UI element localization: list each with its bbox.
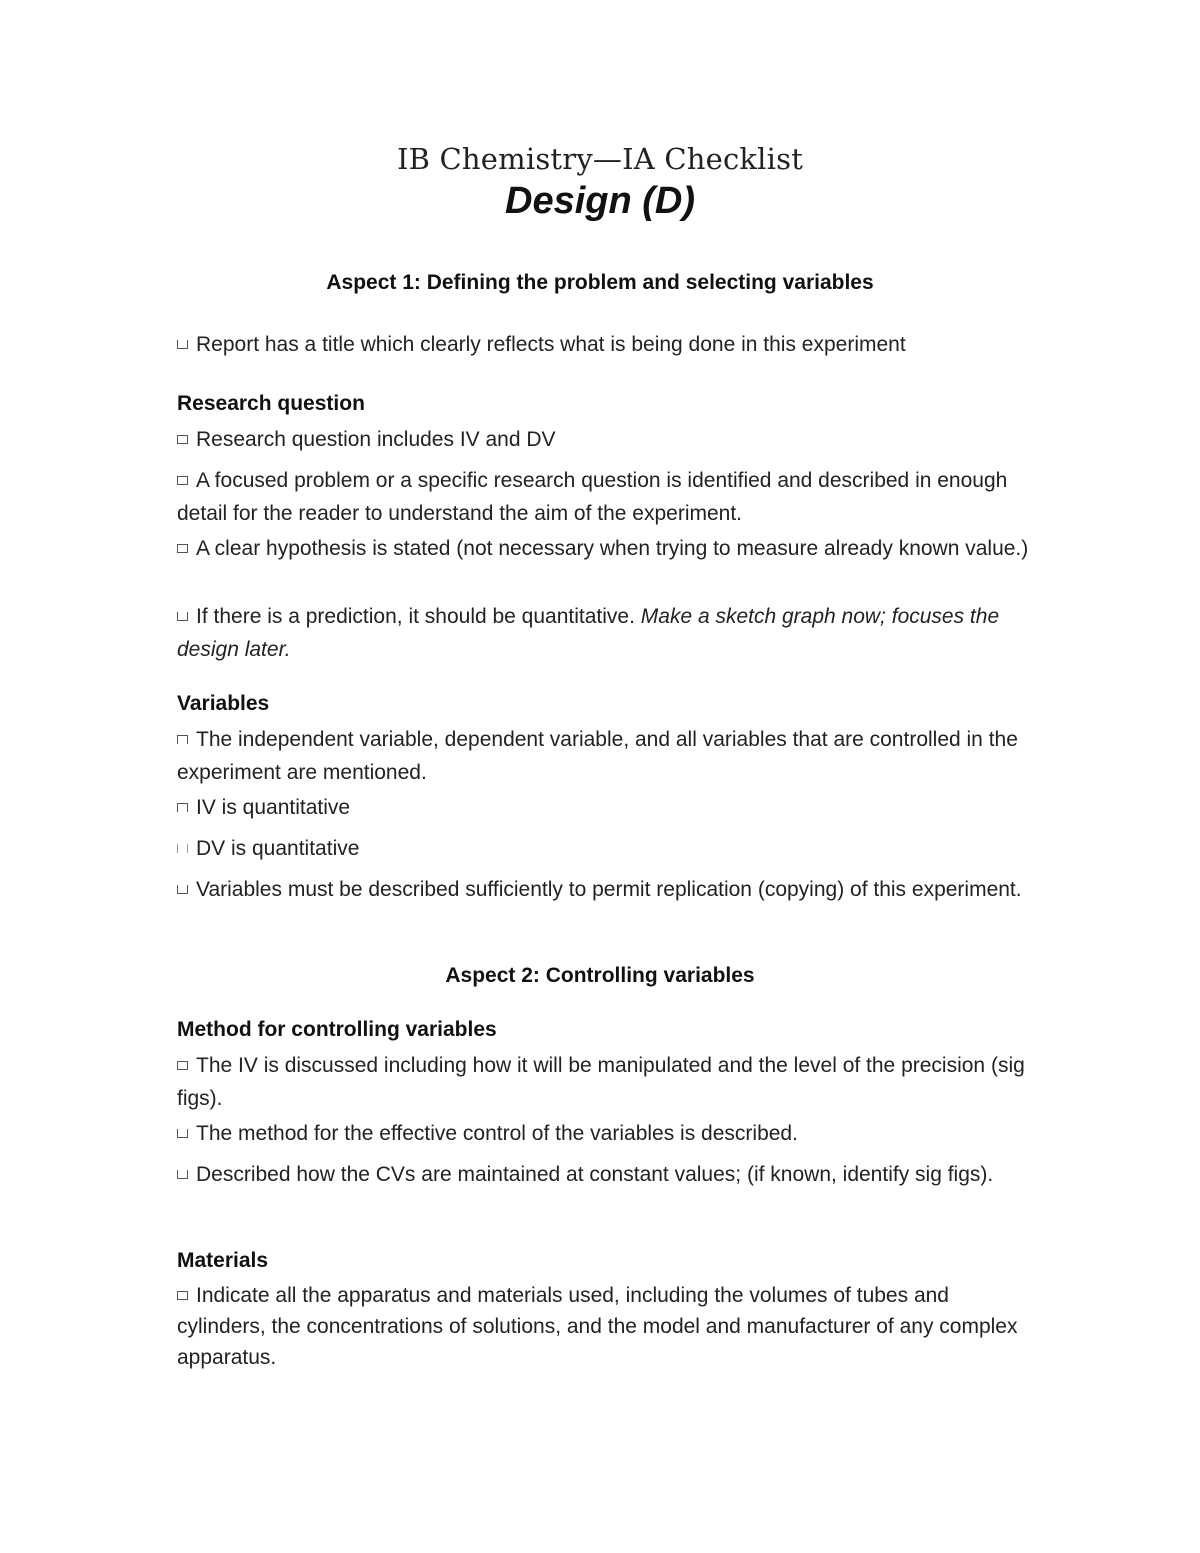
checklist-item-text: The method for the effective control of the variables is described. [196, 1122, 798, 1145]
checkbox-icon[interactable] [177, 1129, 188, 1138]
document-title: IB Chemistry—IA Checklist [396, 142, 804, 176]
checkbox-icon[interactable] [177, 1170, 188, 1179]
checkbox-icon[interactable] [177, 844, 188, 853]
checklist-item-text: Described how the CVs are maintained at constant values; (if known, identify sig figs). [196, 1163, 994, 1186]
checklist-item-text: The IV is discussed including how it will be manipulated and the level of the precision (sig figs). [177, 1054, 1025, 1110]
section-heading-method: Method for controlling variables [177, 1018, 497, 1041]
checkbox-icon[interactable] [177, 612, 188, 621]
checkbox-icon[interactable] [177, 803, 188, 812]
checklist-item-method-2 [177, 1117, 1037, 1150]
section-heading-research-question: Research question [177, 392, 365, 415]
checklist-item-text: Report has a title which clearly reflects what is being done in this experiment [196, 333, 906, 356]
checklist-item-var-2 [177, 791, 1037, 824]
aspect-1-heading: Aspect 1: Defining the problem and selecting variables [326, 271, 874, 294]
checklist-item-text: DV is quantitative [196, 837, 360, 860]
checkbox-icon[interactable] [177, 476, 188, 485]
checkbox-icon[interactable] [177, 885, 188, 894]
checklist-item-rq-3 [177, 532, 1037, 565]
checklist-item-title [177, 328, 1037, 361]
checkbox-icon[interactable] [177, 340, 188, 349]
checklist-item-text: Research question includes IV and DV [196, 428, 556, 451]
checklist-item-text: Variables must be described sufficiently to permit replication (copying) of this experiment. [196, 878, 1022, 901]
aspect-2-heading: Aspect 2: Controlling variables [445, 964, 755, 987]
checkbox-icon[interactable] [177, 544, 188, 553]
checkbox-icon[interactable] [177, 435, 188, 444]
checklist-item-text: A focused problem or a specific research question is identified and described in enough detail for the reader to understand the aim of the experiment. [177, 469, 1008, 525]
checklist-item-var-1 [177, 723, 1037, 789]
checklist-item-text: The independent variable, dependent variable, and all variables that are controlled in the experiment are mentioned. [177, 728, 1018, 784]
section-heading-materials: Materials [177, 1249, 269, 1272]
checklist-item-materials-1 [177, 1280, 1037, 1373]
checklist-item-rq-2 [177, 464, 1037, 530]
checklist-item-rq-1 [177, 423, 1037, 456]
checklist-item-text: A clear hypothesis is stated (not necessary when trying to measure already known value.) [196, 537, 1029, 560]
checklist-item-text: Indicate all the apparatus and materials used, including the volumes of tubes and cylinders, the concentrations of solutions, and the model and manufacturer of any complex apparatus. [177, 1284, 1018, 1369]
checklist-item-text: If there is a prediction, it should be quantitative. [196, 605, 641, 628]
document-subtitle: Design (D) [505, 180, 695, 222]
checkbox-icon[interactable] [177, 1291, 188, 1300]
checklist-item-var-3 [177, 832, 1037, 865]
checkbox-icon[interactable] [177, 735, 188, 744]
checklist-item-italic-note: Make a sketch graph now; focuses the design later. [177, 605, 1000, 661]
checklist-item-method-3 [177, 1158, 1037, 1191]
section-heading-variables: Variables [177, 692, 270, 715]
checklist-item-method-1 [177, 1049, 1037, 1115]
checklist-item-rq-4 [177, 600, 1037, 666]
checkbox-icon[interactable] [177, 1061, 188, 1070]
checklist-item-var-4 [177, 873, 1037, 906]
checklist-item-text: IV is quantitative [196, 796, 351, 819]
